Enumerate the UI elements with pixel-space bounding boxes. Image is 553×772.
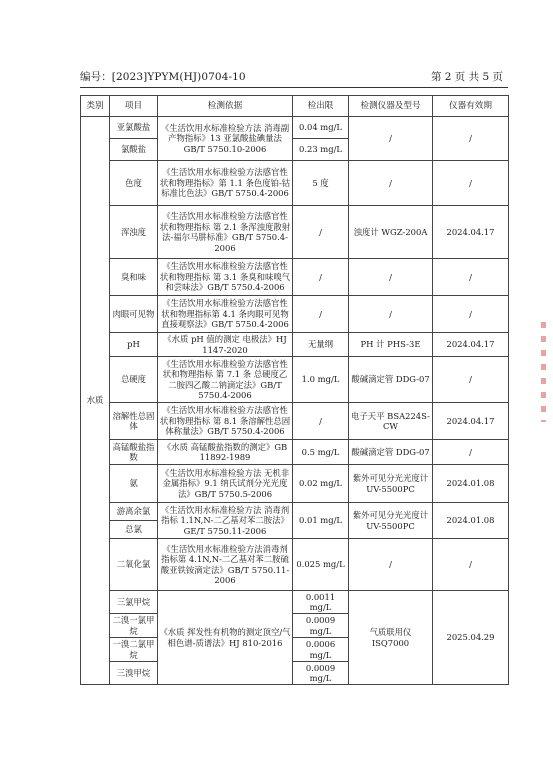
validity-cell: 2024.04.17 bbox=[433, 333, 509, 357]
limit-cell: 0.5 mg/L bbox=[293, 440, 349, 465]
item-cell: 二溴一氯甲烷 bbox=[110, 614, 158, 638]
report-number: 编号：[2023]YPYM(HJ)0704-10 bbox=[80, 71, 246, 83]
basis-cell: 《生活饮用水标准检验方法感官性状和物理指标 第 7.1 条 总硬度乙二胺四乙酸二钠滴定法》GB/T 5750.4-2006 bbox=[158, 357, 293, 403]
validity-cell: / bbox=[433, 296, 509, 333]
col-header-instrument: 检测仪器及型号 bbox=[349, 96, 433, 117]
instrument-cell: / bbox=[349, 259, 433, 296]
item-cell: 三氯甲烷 bbox=[110, 591, 158, 614]
col-header-category: 类别 bbox=[81, 96, 110, 117]
basis-cell: 《水质 pH 值的测定 电极法》HJ 1147-2020 bbox=[158, 333, 293, 357]
item-cell: 浑浊度 bbox=[110, 206, 158, 259]
col-header-basis: 检测依据 bbox=[158, 96, 293, 117]
item-cell: 总氯 bbox=[110, 521, 158, 539]
table-row bbox=[81, 117, 509, 139]
item-cell: 高锰酸盐指数 bbox=[110, 440, 158, 465]
table-row bbox=[81, 206, 509, 259]
limit-cell: 0.23 mg/L bbox=[293, 139, 349, 161]
item-cell: 三溴甲烷 bbox=[110, 662, 158, 685]
basis-cell: 《生活饮用水标准检验方法 无机非金属指标》9.1 纳氏试剂分光光度法》GB/T 5750.5-2006 bbox=[158, 465, 293, 503]
limit-cell: / bbox=[293, 296, 349, 333]
header-rule bbox=[80, 87, 508, 88]
seal-stamp-edge bbox=[541, 322, 546, 422]
limit-cell: 0.0011 mg/L bbox=[293, 591, 349, 614]
category-cell: 水质 bbox=[81, 117, 110, 685]
table-header-row bbox=[81, 96, 509, 117]
table-row bbox=[81, 333, 509, 357]
basis-cell: 《生活饮用水标准检验方法感官性状和物理指标 第 2.1 条浑浊度散射法-福尔马肼标准》GB/T 5750.4-2006 bbox=[158, 206, 293, 259]
item-cell: 一溴二氯甲烷 bbox=[110, 638, 158, 662]
validity-cell: 2024.04.17 bbox=[433, 403, 509, 440]
instrument-cell: 电子天平 BSA224S-CW bbox=[349, 403, 433, 440]
instrument-cell: 紫外可见分光光度计 UV-5500PC bbox=[349, 465, 433, 503]
instrument-cell: / bbox=[349, 117, 433, 161]
limit-cell: / bbox=[293, 259, 349, 296]
validity-cell: 2024.01.08 bbox=[433, 465, 509, 503]
limit-cell: 1.0 mg/L bbox=[293, 357, 349, 403]
table-row bbox=[81, 591, 509, 614]
limit-cell: 0.025 mg/L bbox=[293, 539, 349, 591]
validity-cell: 2025.04.29 bbox=[433, 591, 509, 685]
instrument-cell: / bbox=[349, 539, 433, 591]
limit-cell: 0.04 mg/L bbox=[293, 117, 349, 139]
limit-cell: 0.0009 mg/L bbox=[293, 614, 349, 638]
table-row bbox=[81, 357, 509, 403]
basis-cell: 《水质 高锰酸盐指数的测定》GB 11892-1989 bbox=[158, 440, 293, 465]
col-header-item: 项目 bbox=[110, 96, 158, 117]
item-cell: 氯酸盐 bbox=[110, 139, 158, 161]
validity-cell: / bbox=[433, 259, 509, 296]
basis-cell: 《生活饮用水标准检验方法感官性状和物理指标》第 1.1 条色度铂-钴标准比色法》GB/T 5750.4-2006 bbox=[158, 161, 293, 206]
validity-cell: / bbox=[433, 357, 509, 403]
basis-cell: 《生活饮用水标准检验方法感官性状和物理指标第 4.1 条肉眼可见物直接观察法》GB/T 5750.4-2006 bbox=[158, 296, 293, 333]
limit-cell: 0.0009 mg/L bbox=[293, 662, 349, 685]
limit-cell: 5 度 bbox=[293, 161, 349, 206]
table-row bbox=[81, 503, 509, 521]
item-cell: 二氧化氯 bbox=[110, 539, 158, 591]
instrument-cell: PH 计 PHS-3E bbox=[349, 333, 433, 357]
table-row bbox=[81, 465, 509, 503]
validity-cell: 2024.04.17 bbox=[433, 206, 509, 259]
validity-cell: 2024.01.08 bbox=[433, 503, 509, 539]
limit-cell: / bbox=[293, 206, 349, 259]
instrument-cell: / bbox=[349, 161, 433, 206]
instrument-cell: 气质联用仪 ISQ7000 bbox=[349, 591, 433, 685]
test-method-table bbox=[80, 95, 509, 685]
basis-cell: 《生活饮用水标准检验方法感官性状和物理指标 第 3.1 条臭和味嗅气和尝味法》GB/T 5750.4-2006 bbox=[158, 259, 293, 296]
table-row bbox=[81, 259, 509, 296]
table-row bbox=[81, 161, 509, 206]
validity-cell: / bbox=[433, 440, 509, 465]
validity-cell: / bbox=[433, 539, 509, 591]
item-cell: 氨 bbox=[110, 465, 158, 503]
basis-cell: 《生活饮用水标准检验方法 消毒剂指标 1.1N,N-二乙基对苯二胺法》GE/T 5750.11-2006 bbox=[158, 503, 293, 539]
limit-cell: 无量纲 bbox=[293, 333, 349, 357]
item-cell: 游离余氯 bbox=[110, 503, 158, 521]
item-cell: 臭和味 bbox=[110, 259, 158, 296]
limit-cell: 0.0006 mg/L bbox=[293, 638, 349, 662]
validity-cell: / bbox=[433, 161, 509, 206]
item-cell: 亚氯酸盐 bbox=[110, 117, 158, 139]
col-header-validity: 仪器有效期 bbox=[433, 96, 509, 117]
table-row bbox=[81, 296, 509, 333]
basis-cell: 《生活饮用水标准检验方法 消毒副产物指标》13 亚氯酸盐碘量法 GB/T 5750.10-2006 bbox=[158, 117, 293, 161]
basis-cell: 《水质 挥发性有机物的测定顶空/气相色谱-质谱法》HJ 810-2016 bbox=[158, 591, 293, 685]
instrument-cell: 酸碱滴定管 DDG-07 bbox=[349, 357, 433, 403]
item-cell: 总硬度 bbox=[110, 357, 158, 403]
instrument-cell: 紫外可见分光光度计 UV-5500PC bbox=[349, 503, 433, 539]
table-row bbox=[81, 403, 509, 440]
item-cell: pH bbox=[110, 333, 158, 357]
instrument-cell: 酸碱滴定管 DDG-07 bbox=[349, 440, 433, 465]
limit-cell: 0.01 mg/L bbox=[293, 503, 349, 539]
basis-cell: 《生活饮用水标准检验方法感官性状和物理指标 第 8.1 条溶解性总固体称量法》GB/T 5750.4-2006 bbox=[158, 403, 293, 440]
item-cell: 色度 bbox=[110, 161, 158, 206]
page-indicator: 第 2 页 共 5 页 bbox=[430, 71, 503, 83]
instrument-cell: / bbox=[349, 296, 433, 333]
item-cell: 溶解性总固体 bbox=[110, 403, 158, 440]
basis-cell: 《生活饮用水标准检验方法消毒剂指标第 4.1N,N-二乙基对苯二胺硫酸亚铁铵滴定法》GB/T 5750.11-2006 bbox=[158, 539, 293, 591]
instrument-cell: 浊度计 WGZ-200A bbox=[349, 206, 433, 259]
validity-cell: / bbox=[433, 117, 509, 161]
col-header-limit: 检出限 bbox=[293, 96, 349, 117]
table-row bbox=[81, 440, 509, 465]
limit-cell: 0.02 mg/L bbox=[293, 465, 349, 503]
limit-cell: / bbox=[293, 403, 349, 440]
item-cell: 肉眼可见物 bbox=[110, 296, 158, 333]
table-row bbox=[81, 539, 509, 591]
